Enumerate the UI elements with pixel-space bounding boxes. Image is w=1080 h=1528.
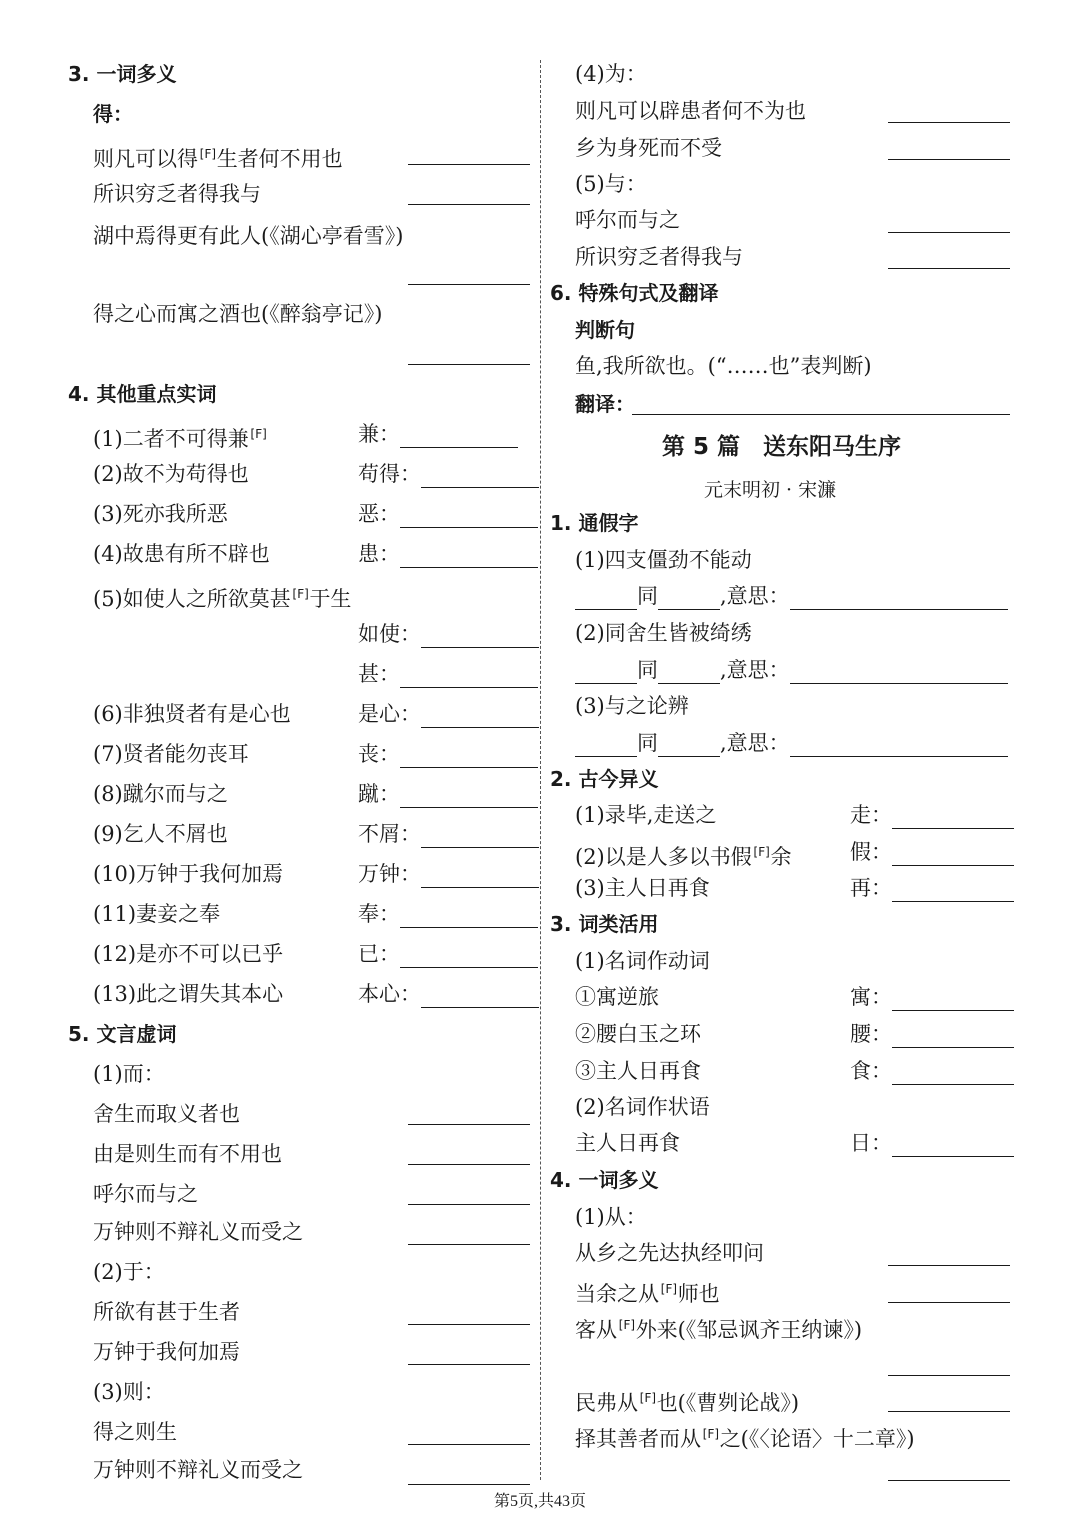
s3-item-1: 则凡可以得[F]生者何不用也	[93, 147, 343, 171]
wei-heading: (4)为：	[575, 62, 647, 86]
s4-item-11: (10)万钟于我何加焉	[93, 862, 284, 886]
t2-label-1: 走：	[850, 801, 1014, 829]
s5-ze-heading: (3)则：	[93, 1380, 165, 1404]
answer-blank[interactable]	[421, 465, 539, 488]
wei-item-2: 乡为身死而不受	[575, 136, 722, 160]
t1-fill-3: 同 ,意思：	[575, 729, 1008, 757]
s5-ze-item-2: 万钟则不辩礼义而受之	[93, 1458, 303, 1482]
t4-sub: (1)从：	[575, 1205, 647, 1229]
answer-blank[interactable]	[408, 1444, 530, 1445]
answer-blank[interactable]	[400, 425, 518, 448]
answer-blank[interactable]	[892, 806, 1014, 829]
answer-blank[interactable]	[408, 1164, 530, 1165]
t2-item-3: (3)主人日再食	[575, 876, 710, 900]
t3-label-1: 寓：	[850, 983, 1014, 1011]
s4-label-14: 本心：	[358, 980, 539, 1008]
t3-label-2: 腰：	[850, 1020, 1014, 1048]
answer-blank[interactable]	[421, 705, 539, 728]
t1-item-2: (2)同舍生皆被绮绣	[575, 621, 752, 645]
answer-blank[interactable]	[892, 1025, 1014, 1048]
t3-item-3: ③主人日再食	[575, 1059, 701, 1083]
answer-blank[interactable]	[408, 1364, 530, 1365]
answer-blank[interactable]	[892, 1134, 1014, 1157]
answer-blank[interactable]	[408, 1204, 530, 1205]
s4-item-14: (13)此之谓失其本心	[93, 982, 284, 1006]
s4-item-1: (1)二者不可得兼[F]	[93, 427, 268, 451]
t1-title: 1. 通假字	[550, 511, 639, 535]
answer-blank[interactable]	[888, 268, 1010, 269]
answer-blank[interactable]	[408, 1484, 530, 1485]
answer-blank[interactable]	[892, 843, 1014, 866]
s4-label-1: 兼：	[358, 420, 518, 448]
answer-blank[interactable]	[658, 734, 720, 757]
s4-label-5: 如使：	[358, 620, 539, 648]
t3-label-4: 日：	[850, 1129, 1014, 1157]
answer-blank[interactable]	[790, 587, 1008, 610]
answer-blank[interactable]	[400, 545, 538, 568]
answer-blank[interactable]	[888, 232, 1010, 233]
answer-blank[interactable]	[400, 505, 538, 528]
answer-blank[interactable]	[888, 122, 1010, 123]
s4-label-10: 不屑：	[358, 820, 539, 848]
s5-er-item-4: 万钟则不辩礼义而受之	[93, 1220, 303, 1244]
answer-blank[interactable]	[892, 988, 1014, 1011]
s4-item-12: (11)妻妾之奉	[93, 902, 221, 926]
answer-blank[interactable]	[575, 587, 637, 610]
s4-label-9: 蹴：	[358, 780, 538, 808]
t2-label-2: 假：	[850, 838, 1014, 866]
s3-item-3: 湖中焉得更有此人(《湖心亭看雪》)	[93, 224, 404, 248]
answer-blank[interactable]	[888, 1411, 1010, 1412]
t1-fill-1: 同 ,意思：	[575, 582, 1008, 610]
section-4-title: 4. 其他重点实词	[68, 382, 217, 406]
judgement-sentence: 鱼,我所欲也。(“……也”表判断)	[575, 354, 872, 378]
answer-blank[interactable]	[888, 1302, 1010, 1303]
section-3-title: 3. 一词多义	[68, 62, 177, 86]
yu2-heading: (5)与：	[575, 172, 647, 196]
s5-er-item-1: 舍生而取义者也	[93, 1102, 240, 1126]
s4-label-6: 甚：	[358, 660, 538, 688]
essay-title: 第 5 篇 送东阳马生序	[662, 434, 902, 460]
t3-label-3: 食：	[850, 1057, 1014, 1085]
answer-blank[interactable]	[400, 785, 538, 808]
answer-blank[interactable]	[892, 1062, 1014, 1085]
essay-author: 元末明初 · 宋濂	[704, 479, 837, 501]
answer-blank[interactable]	[658, 661, 720, 684]
s5-er-item-3: 呼尔而与之	[93, 1182, 198, 1206]
s5-er-item-2: 由是则生而有不用也	[93, 1142, 282, 1166]
s4-label-3: 恶：	[358, 500, 538, 528]
t3-sub-1: (1)名词作动词	[575, 949, 710, 973]
t4-item-5: 择其善者而从[F]之(《〈论语〉十二章》)	[575, 1427, 915, 1451]
t2-title: 2. 古今异义	[550, 767, 659, 791]
s5-yu-heading: (2)于：	[93, 1260, 165, 1284]
s4-item-10: (9)乞人不屑也	[93, 822, 228, 846]
section-6-title: 6. 特殊句式及翻译	[550, 281, 719, 305]
t1-item-3: (3)与之论辨	[575, 694, 689, 718]
judgement-heading: 判断句	[575, 318, 635, 342]
s5-ze-item-1: 得之则生	[93, 1420, 177, 1444]
answer-blank[interactable]	[421, 825, 539, 848]
t3-item-2: ②腰白玉之环	[575, 1022, 701, 1046]
t4-item-4: 民弗从[F]也(《曹刿论战》)	[575, 1391, 800, 1415]
translate-label: 翻译：	[575, 392, 635, 416]
t4-item-2: 当余之从[F]师也	[575, 1282, 720, 1306]
answer-blank[interactable]	[408, 204, 530, 205]
answer-blank[interactable]	[408, 284, 530, 285]
answer-blank[interactable]	[408, 1324, 530, 1325]
s4-label-8: 丧：	[358, 740, 538, 768]
s4-item-13: (12)是亦不可以已乎	[93, 942, 284, 966]
s4-label-7: 是心：	[358, 700, 539, 728]
t3-sub-2: (2)名词作状语	[575, 1095, 710, 1119]
answer-blank[interactable]	[421, 865, 539, 888]
marker: [F]	[198, 147, 217, 161]
s4-label-2: 苟得：	[358, 460, 539, 488]
s3-item-2: 所识穷乏者得我与	[93, 182, 261, 206]
t3-item-1: ①寓逆旅	[575, 985, 659, 1009]
answer-blank[interactable]	[888, 1375, 1010, 1376]
section-5-title: 5. 文言虚词	[68, 1022, 177, 1046]
t1-item-1: (1)四支僵劲不能动	[575, 548, 752, 572]
s4-item-3: (3)死亦我所恶	[93, 502, 228, 526]
s5-yu-item-1: 所欲有甚于生者	[93, 1300, 240, 1324]
s4-item-2: (2)故不为苟得也	[93, 462, 249, 486]
yu2-item-1: 呼尔而与之	[575, 208, 680, 232]
t2-label-3: 再：	[850, 874, 1014, 902]
keyword-de: 得：	[93, 102, 133, 126]
answer-blank[interactable]	[658, 587, 720, 610]
t1-fill-2: 同 ,意思：	[575, 656, 1008, 684]
answer-blank[interactable]	[408, 1124, 530, 1125]
answer-blank[interactable]	[790, 734, 1008, 757]
answer-blank[interactable]	[790, 661, 1008, 684]
s4-item-9: (8)蹴尔而与之	[93, 782, 228, 806]
answer-blank[interactable]	[400, 665, 538, 688]
t4-item-1: 从乡之先达执经叩问	[575, 1241, 764, 1265]
s4-label-13: 已：	[358, 940, 538, 968]
answer-blank[interactable]	[575, 734, 637, 757]
s5-er-heading: (1)而：	[93, 1062, 165, 1086]
t3-item-4: 主人日再食	[575, 1131, 680, 1155]
wei-item-1: 则凡可以辟患者何不为也	[575, 99, 806, 123]
answer-blank[interactable]	[421, 625, 539, 648]
yu2-item-2: 所识穷乏者得我与	[575, 245, 743, 269]
answer-blank[interactable]	[400, 945, 538, 968]
answer-blank[interactable]	[892, 879, 1014, 902]
s4-item-4: (4)故患有所不辟也	[93, 542, 270, 566]
s4-label-12: 奉：	[358, 900, 538, 928]
s3-item-4: 得之心而寓之酒也(《醉翁亭记》)	[93, 302, 383, 326]
s5-yu-item-2: 万钟于我何加焉	[93, 1340, 240, 1364]
answer-blank[interactable]	[408, 1244, 530, 1245]
answer-blank[interactable]	[400, 905, 538, 928]
page-footer: 第5页,共43页	[493, 1493, 586, 1510]
answer-blank[interactable]	[408, 364, 530, 365]
s4-item-8: (7)贤者能勿丧耳	[93, 742, 249, 766]
answer-blank[interactable]	[888, 159, 1010, 160]
t2-item-2: (2)以是人多以书假[F]余	[575, 845, 792, 869]
s4-item-5: (5)如使人之所欲莫甚[F]于生	[93, 587, 352, 611]
answer-blank[interactable]	[888, 1265, 1010, 1266]
s4-item-7: (6)非独贤者有是心也	[93, 702, 291, 726]
answer-blank[interactable]	[575, 661, 637, 684]
s4-label-4: 患：	[358, 540, 538, 568]
t4-item-3: 客从[F]外来(《邹忌讽齐王纳谏》)	[575, 1318, 863, 1342]
t3-title: 3. 词类活用	[550, 912, 659, 936]
translation-blank[interactable]	[632, 414, 1010, 415]
t2-item-1: (1)录毕,走送之	[575, 803, 717, 827]
s4-label-11: 万钟：	[358, 860, 539, 888]
answer-blank[interactable]	[421, 985, 539, 1008]
column-divider	[540, 60, 541, 1480]
answer-blank[interactable]	[888, 1480, 1010, 1481]
t4-title: 4. 一词多义	[550, 1168, 659, 1192]
answer-blank[interactable]	[408, 164, 530, 165]
answer-blank[interactable]	[400, 745, 538, 768]
